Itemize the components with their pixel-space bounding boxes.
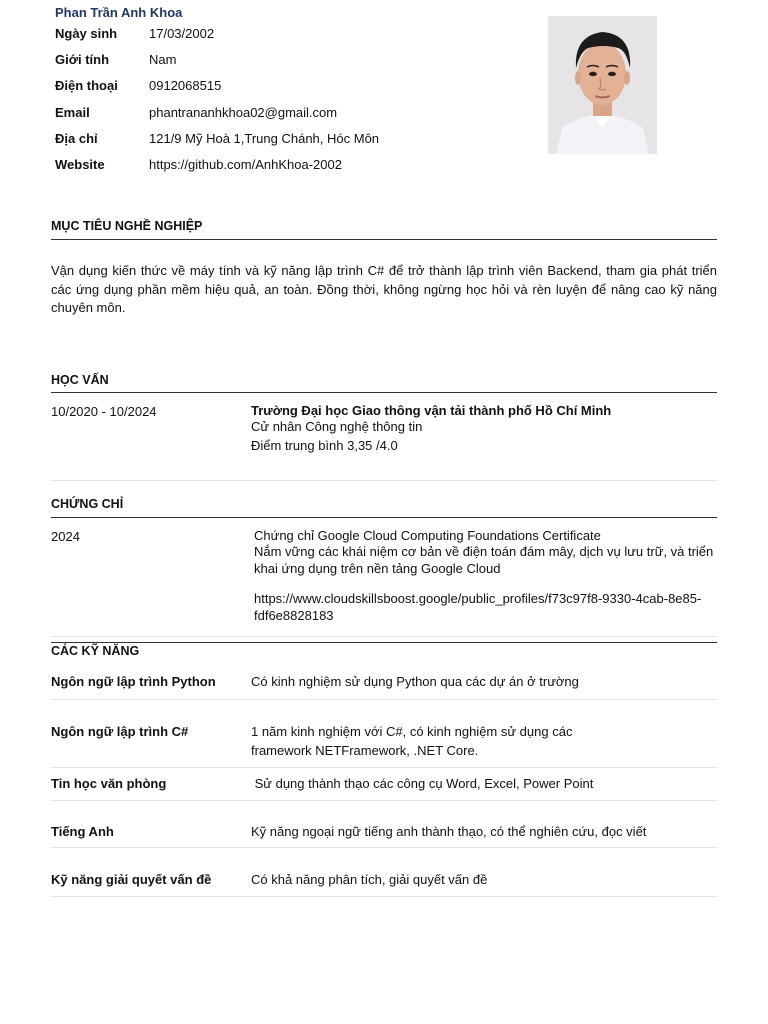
info-value-birthdate: 17/03/2002 (149, 26, 215, 41)
info-value-address: 121/9 Mỹ Hoà 1,Trung Chánh, Hóc Môn (149, 131, 380, 146)
certificate-desc-line1: Nắm vững các khái niệm cơ bản về điện toán đám mây, dịch vụ lưu trữ, và triển (254, 544, 714, 559)
info-value-gender: Nam (149, 52, 177, 67)
certificate-desc-line2: khai ứng dụng trên nền tảng Google Cloud (254, 561, 501, 576)
education-school: Trường Đại học Giao thông vận tải thành phố Hồ Chí Minh (251, 403, 612, 418)
row-divider (51, 480, 717, 481)
certificate-url-line2[interactable]: fdf6e8828183 (254, 608, 334, 623)
row-divider (51, 800, 717, 801)
skill-label-problem-solving: Kỹ năng giải quyết vấn đề (51, 872, 212, 887)
skill-label-python: Ngôn ngữ lập trình Python (51, 674, 216, 689)
profile-photo (548, 16, 657, 154)
skill-desc-python: Có kinh nghiệm sử dụng Python qua các dự án ở trường (251, 674, 579, 689)
skill-label-office: Tin học văn phòng (51, 776, 167, 791)
info-value-website[interactable]: https://github.com/AnhKhoa-2002 (149, 157, 342, 172)
certificate-name: Chứng chỉ Google Cloud Computing Foundations Certificate (254, 528, 601, 543)
education-degree: Cử nhân Công nghệ thông tin (251, 419, 423, 434)
info-label-email: Email (55, 105, 90, 120)
portrait-image (548, 16, 657, 154)
education-gpa: Điểm trung bình 3,35 /4.0 (251, 438, 398, 453)
section-divider (51, 642, 717, 643)
candidate-name: Phan Trần Anh Khoa (55, 5, 183, 20)
info-label-birthdate: Ngày sinh (55, 26, 118, 41)
certificate-url-line1[interactable]: https://www.cloudskillsboost.google/public_profiles/f73c97f8-9330-4cab-8e85- (254, 591, 702, 606)
info-value-email[interactable]: phantrananhkhoa02@gmail.com (149, 105, 338, 120)
skill-desc-english: Kỹ năng ngoại ngữ tiếng anh thành thạo, có thể nghiên cứu, đọc viết (251, 824, 647, 839)
skill-label-english: Tiếng Anh (51, 824, 114, 839)
section-divider (51, 239, 717, 240)
skill-label-csharp: Ngôn ngữ lập trình C# (51, 724, 189, 739)
section-title-objective: MỤC TIÊU NGHỀ NGHIỆP (51, 219, 203, 233)
skill-desc-csharp-line1: 1 năm kinh nghiệm với C#, có kinh nghiệm sử dụng các (251, 724, 573, 739)
section-title-certificates: CHỨNG CHỈ (51, 497, 124, 511)
section-title-skills: CÁC KỸ NĂNG (51, 644, 140, 658)
objective-text: Vận dụng kiến thức về máy tính và kỹ năng lập trình C# để trở thành lập trình viên Backend, tham gia phát triển các ứng dụng phần mềm hiệu quả, an toàn. Đồng thời, không ngừng học hỏi và rèn luyện để nâng cao kỹ năng chuyên môn. (51, 263, 717, 315)
info-label-address: Địa chỉ (55, 131, 98, 146)
row-divider (51, 896, 717, 897)
certificate-year: 2024 (51, 529, 80, 544)
skill-desc-problem-solving: Có khả năng phân tích, giải quyết vấn đề (251, 872, 488, 887)
skill-desc-office: Sử dụng thành thạo các công cụ Word, Excel, Power Point (251, 776, 594, 791)
row-divider (51, 699, 717, 700)
info-label-gender: Giới tính (55, 52, 110, 67)
row-divider (51, 636, 717, 637)
section-divider (51, 517, 717, 518)
section-title-education: HỌC VẤN (51, 373, 109, 387)
row-divider (51, 767, 717, 768)
row-divider (51, 847, 717, 848)
skill-desc-csharp-line2: framework NETFramework, .NET Core. (251, 743, 479, 758)
info-label-phone: Điện thoại (55, 78, 118, 93)
section-divider (51, 392, 717, 393)
info-value-phone: 0912068515 (149, 78, 222, 93)
info-label-website: Website (55, 157, 105, 172)
education-period: 10/2020 - 10/2024 (51, 404, 157, 419)
